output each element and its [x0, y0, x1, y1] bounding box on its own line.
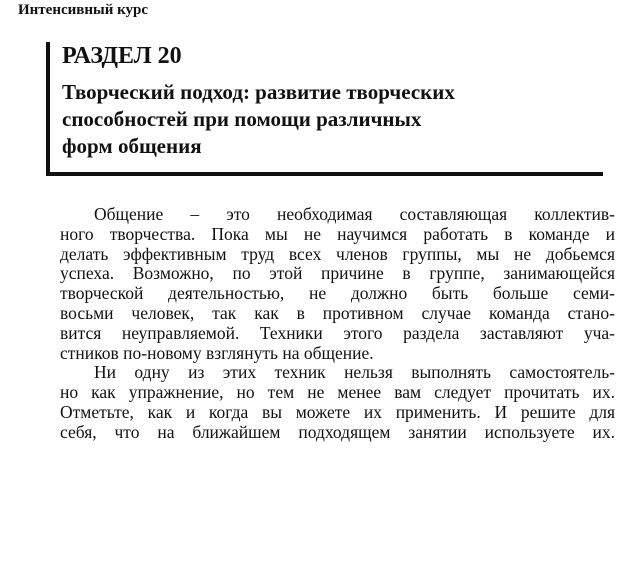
paragraph — [60, 363, 615, 442]
text-line: делать эффективным труд всех членов группы, мы не добьемся — [60, 243, 615, 264]
section-title — [62, 79, 582, 160]
text-line: восьми человек, так как в противном случае команда стано- — [60, 302, 615, 323]
section-vertical-rule — [46, 42, 50, 176]
text-line: себя, что на ближайшем подходящем занятии используете их. — [60, 421, 615, 442]
text-line: Отметьте, как и когда вы можете их применить. И решите для — [60, 401, 615, 422]
text-line: Общение – это необходимая составляющая коллектив- — [94, 204, 615, 224]
section-number: РАЗДЕЛ 20 — [62, 43, 182, 69]
section-title-line: способностей при помощи различных — [62, 107, 422, 131]
section-title-line: форм общения — [62, 134, 202, 158]
text-line: творческой деятельностью, не должно быть больше семи- — [60, 283, 615, 304]
text-line: вится неуправляемой. Техники этого раздела заставляют уча- — [60, 322, 615, 343]
section-horizontal-rule — [46, 172, 603, 176]
text-line: успеха. Возможно, по этой причине в группе, занимающейся — [60, 263, 615, 284]
section-title-line: Творческий подход: развитие творческих — [62, 80, 455, 104]
body-text — [60, 205, 615, 443]
text-line: но как упражнение, но тем не менее вам следует прочитать их. — [60, 382, 615, 403]
text-line: Ни одну из этих техник нельзя выполнять самостоятель- — [94, 362, 615, 383]
running-header: Интенсивный курс — [18, 2, 149, 18]
paragraph — [60, 205, 615, 363]
text-line: ного творчества. Пока мы не научимся работать в команде и — [60, 223, 615, 244]
text-line: стников по-новому взглянуть на общение. — [60, 342, 374, 363]
